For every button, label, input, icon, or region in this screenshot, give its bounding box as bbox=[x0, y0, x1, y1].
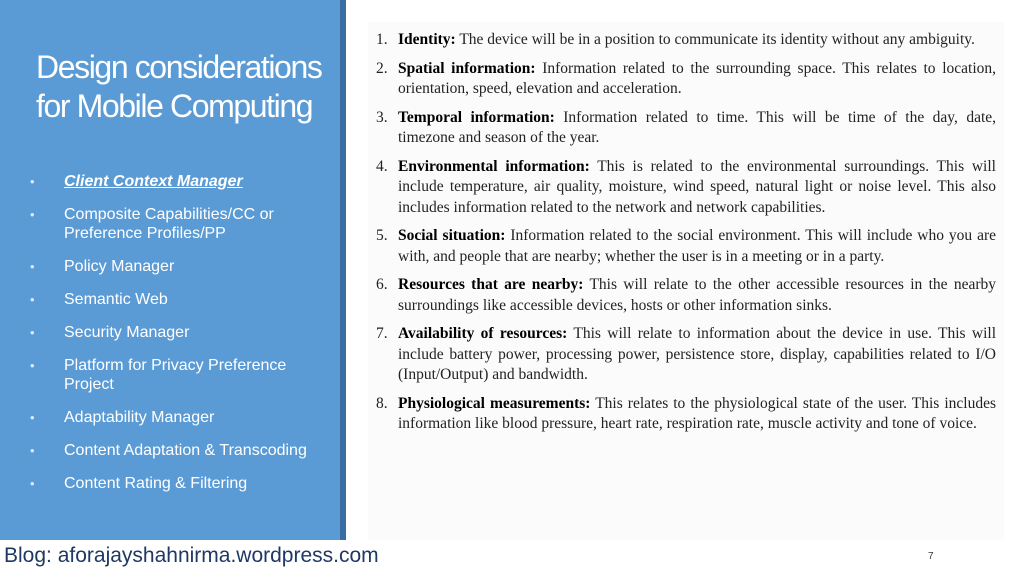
topic-item-privacy-preference bbox=[30, 356, 330, 394]
context-item: 3. Temporal information: Information related to time. This will be time of the day, date, timezone and season of the year. bbox=[376, 108, 997, 146]
topic-label: Semantic Web bbox=[64, 291, 168, 308]
bullet-dot: • bbox=[30, 443, 35, 458]
slide-title: Design considerations for Mobile Computing bbox=[36, 49, 322, 124]
topic-item-adaptability-manager bbox=[30, 408, 330, 427]
bullet-dot: • bbox=[30, 325, 35, 340]
topic-item-policy-manager bbox=[30, 257, 330, 276]
blog-footer: Blog: aforajayshahnirma.wordpress.com bbox=[4, 544, 379, 567]
context-item: 4. Environmental information: This is related to the environmental surroundings. This will include temperature, air quality, moisture, wind speed, natural light or noise level. This also includes information related to the network and network capabilities. bbox=[376, 157, 996, 216]
bullet-dot: • bbox=[30, 292, 35, 307]
context-item: 7. Availability of resources: This will relate to information about the device in use. This will include battery power, processing power, persistence store, display, capabilities related to I/O (Input/Output) and bandwidth. bbox=[376, 325, 996, 383]
sidebar-divider bbox=[340, 0, 346, 540]
topic-label: Platform for Privacy Preference Project bbox=[64, 357, 287, 393]
bullet-dot: • bbox=[30, 207, 35, 222]
context-info-list bbox=[376, 30, 996, 443]
topic-item-client-context-manager[interactable] bbox=[30, 172, 330, 191]
context-item: 2. Spatial information: Information related to the surrounding space. This relates to location, orientation, speed, elevation and acceleration. bbox=[376, 59, 996, 97]
bullet-dot: • bbox=[30, 259, 35, 274]
topic-item-security-manager bbox=[30, 323, 330, 342]
context-item: 8. Physiological measurements: This relates to the physiological state of the user. This includes information like blood pressure, heart rate, respiration rate, muscle activity and tone of voice. bbox=[376, 394, 996, 432]
topic-item-content-adaptation bbox=[30, 441, 330, 460]
topic-label: Content Adaptation & Transcoding bbox=[64, 442, 307, 459]
topic-label: Content Rating & Filtering bbox=[64, 475, 248, 492]
bullet-dot: • bbox=[30, 410, 35, 425]
topic-label: Adaptability Manager bbox=[64, 409, 215, 426]
bullet-dot: • bbox=[30, 174, 35, 189]
context-item: 5. Social situation: Information related to the social environment. This will include who you are with, and people that are nearby; whether the user is in a meeting or in a party. bbox=[376, 227, 997, 265]
topic-label: Client Context Manager bbox=[64, 173, 243, 190]
bullet-dot: • bbox=[30, 476, 35, 491]
topic-item-composite-capabilities bbox=[30, 205, 330, 243]
context-item: 1. Identity: The device will be in a position to communicate its identity without any ambiguity. bbox=[376, 31, 975, 48]
topic-label: Policy Manager bbox=[64, 258, 175, 275]
context-item: 6. Resources that are nearby: This will relate to the other accessible resources in the nearby surroundings like accessible devices, hosts or other information sinks. bbox=[376, 276, 996, 314]
bullet-dot: • bbox=[30, 358, 35, 373]
topic-item-content-rating bbox=[30, 474, 330, 493]
topic-item-semantic-web bbox=[30, 290, 330, 309]
page-number: 7 bbox=[928, 551, 934, 562]
topic-label: Composite Capabilities/CC or Preference Profiles/PP bbox=[64, 206, 274, 242]
topic-label: Security Manager bbox=[64, 324, 190, 341]
topic-list bbox=[30, 172, 330, 507]
